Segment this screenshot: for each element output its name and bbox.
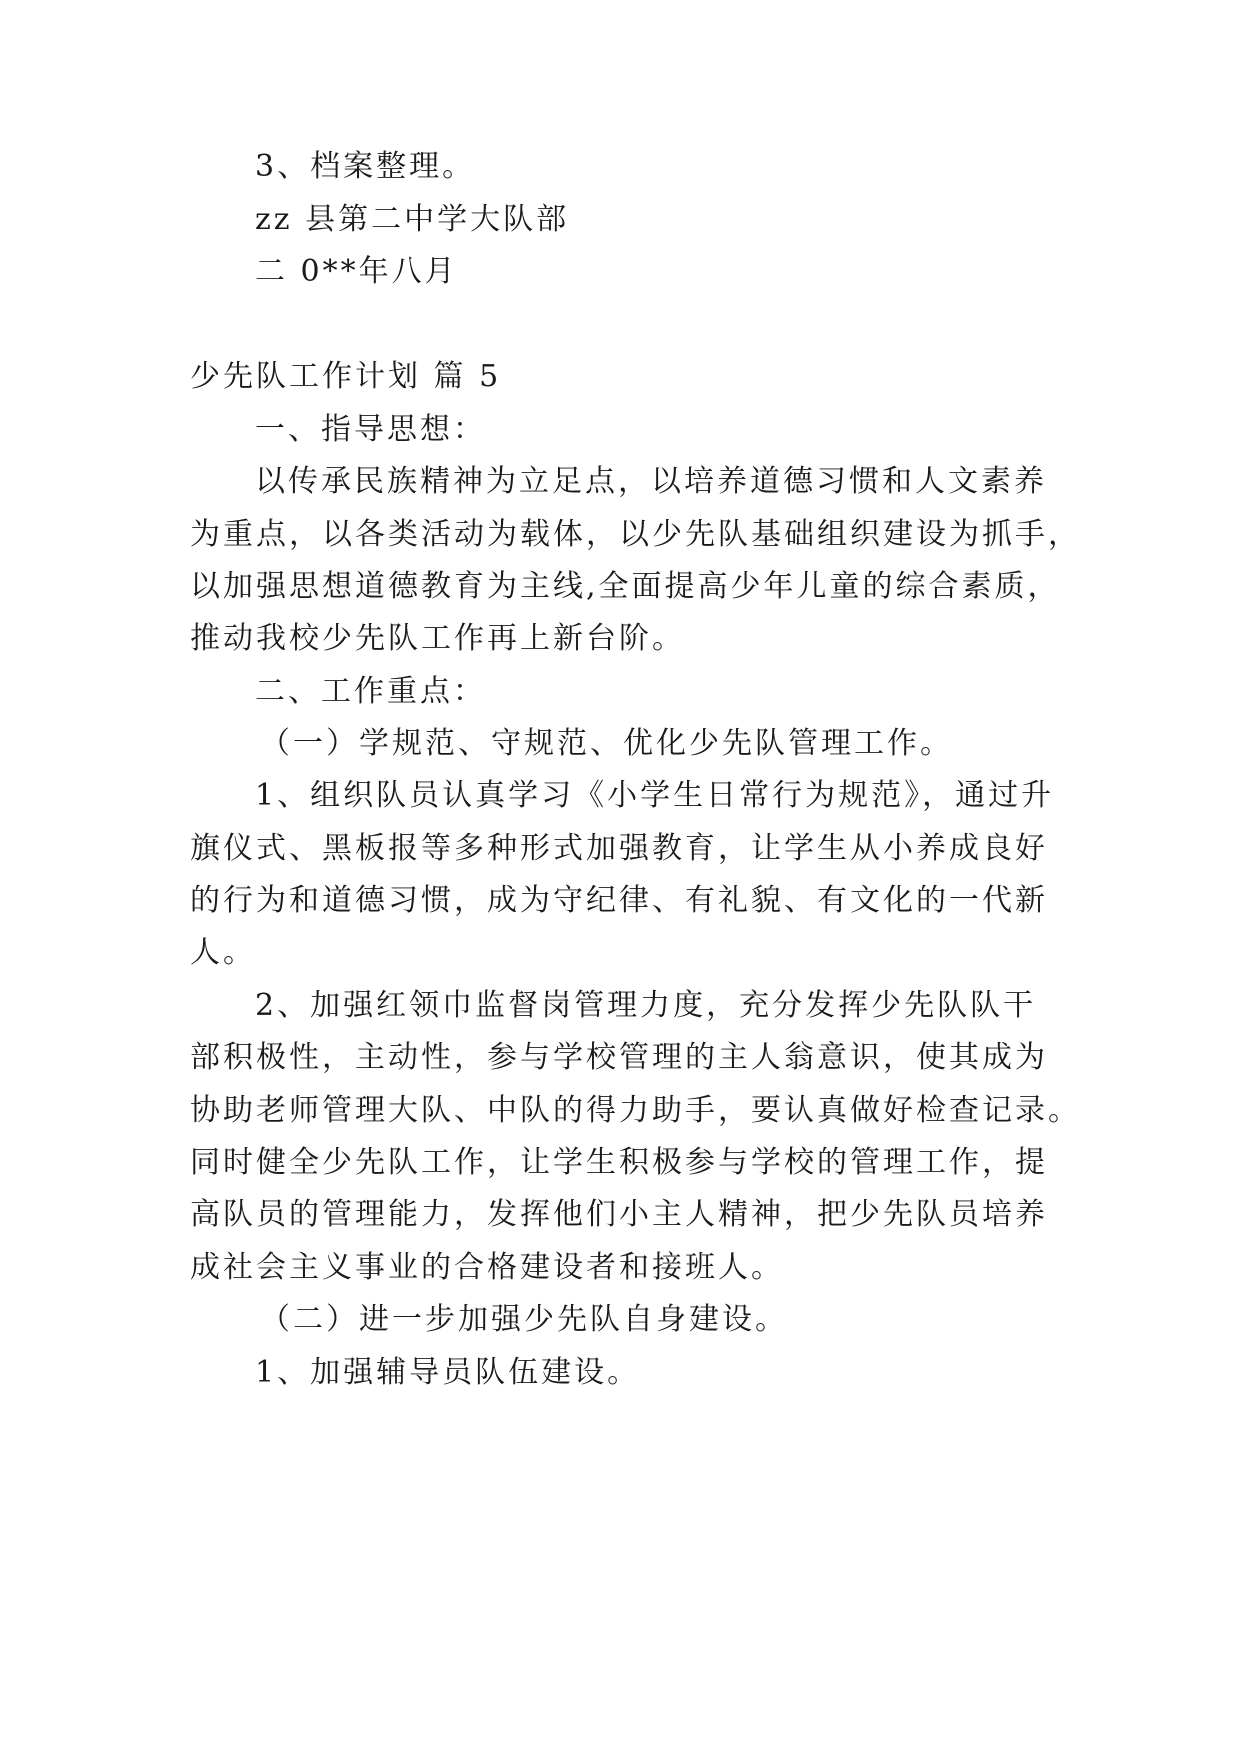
signature-organization: zz 县第二中学大队部: [255, 202, 570, 237]
paragraph-line: 旗仪式、黑板报等多种形式加强教育，让学生从小养成良好: [190, 831, 1048, 866]
paragraph-line: 以传承民族精神为立足点，以培养道德习惯和人文素养: [255, 464, 1047, 499]
heading-guiding-ideology: 一、指导思想：: [255, 412, 486, 447]
paragraph-line: 为重点，以各类活动为载体，以少先队基础组织建设为抓手，: [190, 517, 1081, 552]
heading-work-focus: 二、工作重点：: [255, 674, 486, 709]
paragraph-line: 推动我校少先队工作再上新台阶。: [190, 621, 685, 656]
paragraph-line: 以加强思想道德教育为主线,全面提高少年儿童的综合素质，: [190, 569, 1061, 604]
paragraph-line: 同时健全少先队工作，让学生积极参与学校的管理工作，提: [190, 1145, 1048, 1180]
list-item-counselor-team: 1、加强辅导员队伍建设。: [255, 1355, 641, 1390]
paragraph-line: 部积极性，主动性，参与学校管理的主人翁意识，使其成为: [190, 1040, 1048, 1075]
subheading-self-building: （二）进一步加强少先队自身建设。: [260, 1302, 788, 1337]
paragraph-line: 人。: [190, 935, 256, 970]
paragraph-line: 成社会主义事业的合格建设者和接班人。: [190, 1250, 784, 1285]
paragraph-line: 的行为和道德习惯，成为守纪律、有礼貌、有文化的一代新: [190, 883, 1048, 918]
section-title: 少先队工作计划 篇 5: [190, 359, 502, 394]
signature-date: 二 0**年八月: [255, 254, 458, 289]
paragraph-line: 高队员的管理能力，发挥他们小主人精神，把少先队员培养: [190, 1197, 1048, 1232]
paragraph-line: 2、加强红领巾监督岗管理力度，充分发挥少先队队干: [255, 988, 1037, 1023]
paragraph-line: 1、组织队员认真学习《小学生日常行为规范》，通过升: [255, 778, 1055, 813]
list-item-archive: 3、档案整理。: [255, 149, 476, 184]
paragraph-line: 协助老师管理大队、中队的得力助手，要认真做好检查记录。: [190, 1093, 1081, 1128]
subheading-management: （一）学规范、守规范、优化少先队管理工作。: [260, 726, 953, 761]
